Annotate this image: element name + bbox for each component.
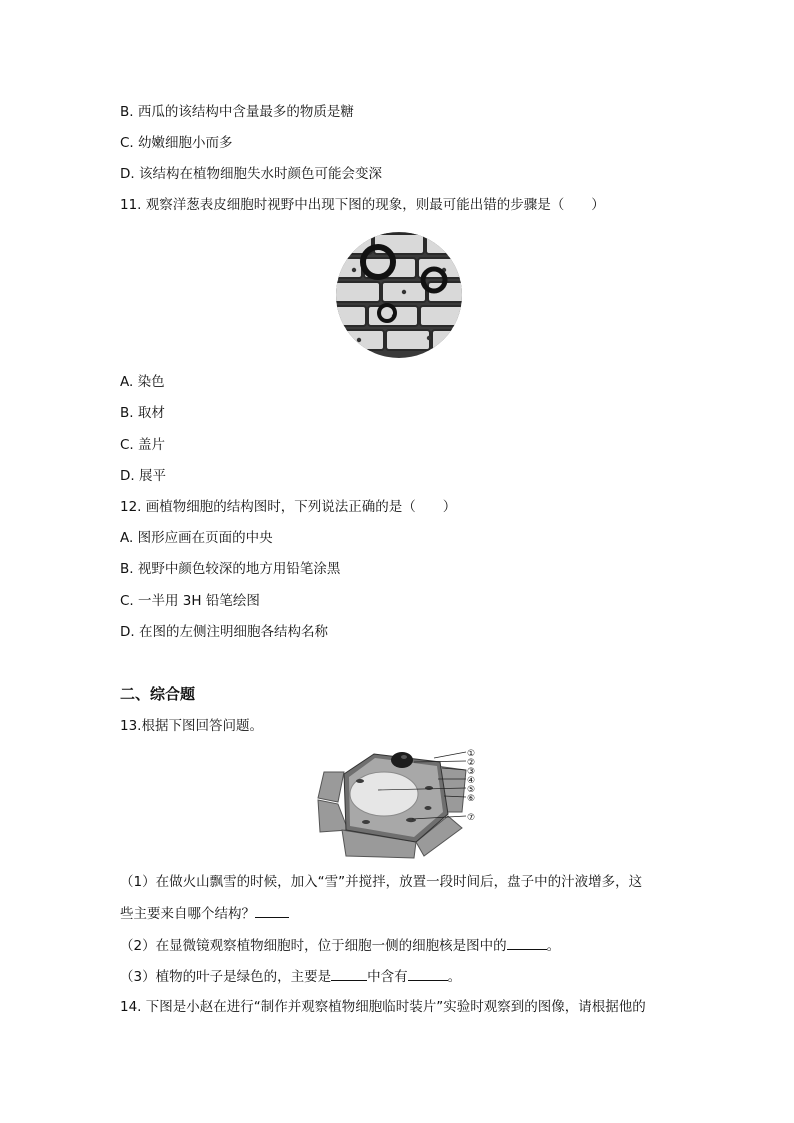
label-6: ⑥ — [467, 794, 476, 804]
q13-sub3 — [120, 967, 461, 986]
answer-blank-1[interactable] — [255, 904, 289, 918]
q12-option-a: A. 图形应画在页面的中央 — [120, 530, 273, 546]
q13-sub3-end: 。 — [447, 969, 462, 985]
q13-sub3-mid: 中含有 — [367, 969, 408, 985]
q12-stem: 12. 画植物细胞的结构图时，下列说法正确的是（ ） — [120, 499, 457, 515]
q11-option-c: C. 盖片 — [120, 437, 166, 453]
label-3: ③ — [467, 767, 476, 777]
q13-sub2-text: （2）在显微镜观察植物细胞时，位于细胞一侧的细胞核是图中的 — [120, 938, 507, 954]
q11-option-b: B. 取材 — [120, 405, 165, 421]
label-7: ⑦ — [467, 813, 476, 823]
q12-option-c: C. 一半用 3H 铅笔绘图 — [120, 593, 260, 609]
q13-sub3-text: （3）植物的叶子是绿色的，主要是 — [120, 969, 332, 985]
label-2: ② — [467, 758, 476, 768]
q13-sub1-text: 些主要来自哪个结构？ — [120, 906, 255, 922]
q10-option-d: D. 该结构在植物细胞失水时颜色可能会变深 — [120, 166, 382, 182]
answer-blank-2[interactable] — [507, 936, 547, 950]
q13-sub2 — [120, 936, 560, 955]
q11-option-d: D. 展平 — [120, 468, 166, 484]
q10-option-c: C. 幼嫩细胞小而多 — [120, 135, 233, 151]
q13-sub1-line1: （1）在做火山飘雪的时候，加入“雪”并搅拌，放置一段时间后，盘子中的汁液增多，这 — [120, 874, 643, 890]
label-1: ① — [467, 749, 476, 759]
q13-stem: 13.根据下图回答问题。 — [120, 718, 263, 734]
onion-cell-micrograph — [334, 230, 464, 360]
q11-option-a: A. 染色 — [120, 374, 165, 390]
plant-cell-diagram — [316, 746, 486, 860]
q12-option-b: B. 视野中颜色较深的地方用铅笔涂黑 — [120, 561, 341, 577]
answer-blank-4[interactable] — [408, 967, 448, 981]
label-5: ⑤ — [467, 785, 476, 795]
q12-option-d: D. 在图的左侧注明细胞各结构名称 — [120, 624, 328, 640]
q13-sub1-line2 — [120, 904, 289, 923]
q13-sub2-end: 。 — [546, 938, 561, 954]
q14-stem: 14. 下图是小赵在进行“制作并观察植物细胞临时装片”实验时观察到的图像，请根据他的 — [120, 999, 646, 1015]
q11-stem: 11. 观察洋葱表皮细胞时视野中出现下图的现象，则最可能出错的步骤是（ ） — [120, 197, 605, 213]
section-heading: 二、综合题 — [120, 685, 196, 703]
label-4: ④ — [467, 776, 476, 786]
answer-blank-3[interactable] — [331, 967, 367, 981]
q10-option-b: B. 西瓜的该结构中含量最多的物质是糖 — [120, 104, 354, 120]
